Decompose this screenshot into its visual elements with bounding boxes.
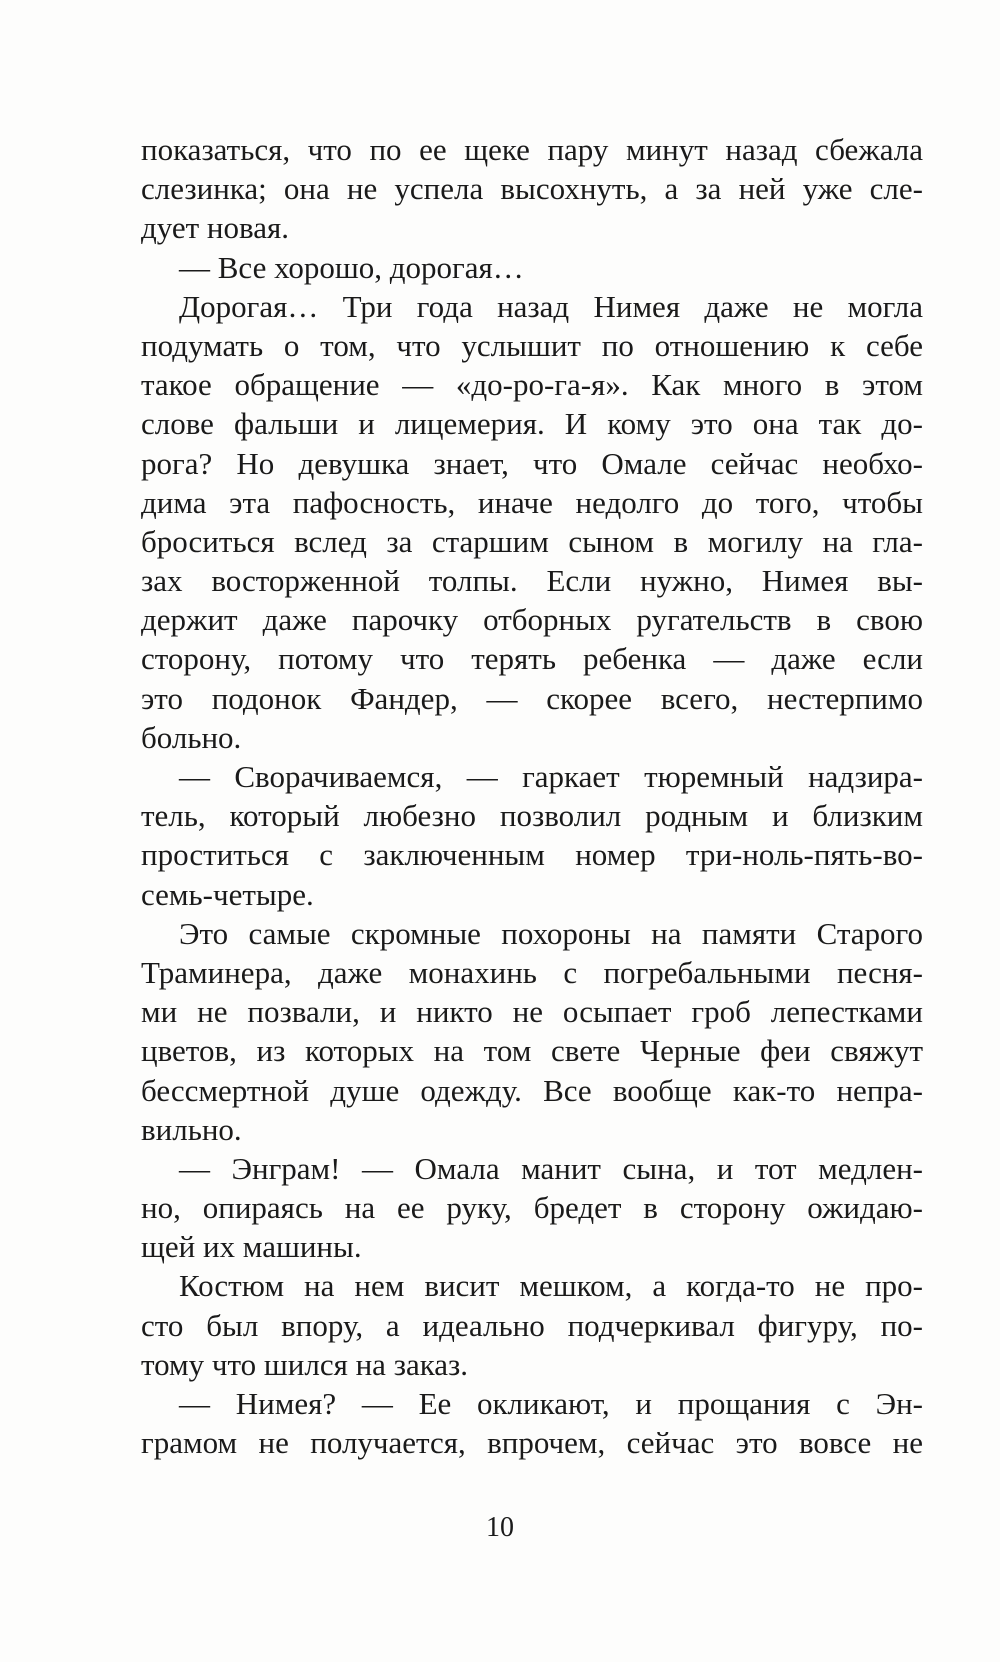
text-line: Костюм на нем висит мешком, а когда-то не про- — [179, 1268, 923, 1304]
text-line: цветов, из которых на том свете Черные феи свяжут — [141, 1033, 923, 1069]
text-line: тель, который любезно позволил родным и близким — [141, 798, 923, 834]
text-line: подумать о том, что услышит по отношению к себе — [141, 327, 923, 363]
text-line: — Все хорошо, дорогая… — [179, 249, 524, 285]
page-number: 10 — [486, 1512, 514, 1543]
text-line: показаться, что по ее щеке пару минут назад сбежала — [141, 132, 923, 167]
text-line: Траминера, даже монахинь с погребальными песня- — [141, 954, 923, 990]
text-line: дима эта пафосность, иначе недолго до того, чтобы — [141, 484, 923, 520]
text-line: броситься вслед за старшим сыном в могилу на гла- — [141, 523, 923, 559]
text-line: проститься с заключенным номер три-ноль-пять-во- — [141, 837, 923, 873]
text-line: Это самые скромные похороны на памяти Старого — [179, 915, 923, 951]
text-line: но, опираясь на ее руку, бредет в сторону ожидаю- — [141, 1190, 923, 1226]
text-line: — Сворачиваемся, — гаркает тюремный надзира- — [179, 759, 923, 794]
text-line: грамом не получается, впрочем, сейчас это вовсе не — [141, 1425, 923, 1461]
text-line: ми не позвали, и никто не осыпает гроб лепестками — [141, 994, 923, 1030]
text-line: такое обращение — «до-ро-га-я». Как много в этом — [141, 367, 923, 403]
text-line: — Энграм! — Омала манит сына, и тот медлен- — [179, 1150, 923, 1186]
text-line: слезинка; она не успела высохнуть, а за ней уже сле- — [141, 171, 923, 207]
text-line: слове фальши и лицемерия. И кому это она так до- — [141, 406, 923, 442]
text-line: семь-четыре. — [141, 876, 314, 912]
text-line: вильно. — [141, 1111, 242, 1147]
text-line: сто был впору, а идеально подчеркивал фигуру, по- — [141, 1307, 923, 1343]
text-line: — Нимея? — Ее окликают, и прощания с Эн- — [179, 1386, 923, 1421]
body-text — [141, 130, 923, 1462]
text-line: это подонок Фандер, — скорее всего, нестерпимо — [141, 680, 923, 716]
text-line: сторону, потому что терять ребенка — даже если — [141, 641, 923, 677]
text-line: тому что шился на заказ. — [141, 1346, 469, 1382]
text-line: Дорогая… Три года назад Нимея даже не могла — [179, 288, 923, 324]
text-line: щей их машины. — [141, 1229, 362, 1265]
text-line: бессмертной душе одежду. Все вообще как-то непра- — [141, 1072, 923, 1108]
text-line: рога? Но девушка знает, что Омале сейчас необхо- — [141, 445, 923, 481]
text-line: держит даже парочку отборных ругательств в свою — [141, 602, 923, 638]
text-line: больно. — [141, 719, 242, 755]
text-line: зах восторженной толпы. Если нужно, Нимея вы- — [141, 563, 923, 599]
text-line: дует новая. — [141, 210, 290, 246]
